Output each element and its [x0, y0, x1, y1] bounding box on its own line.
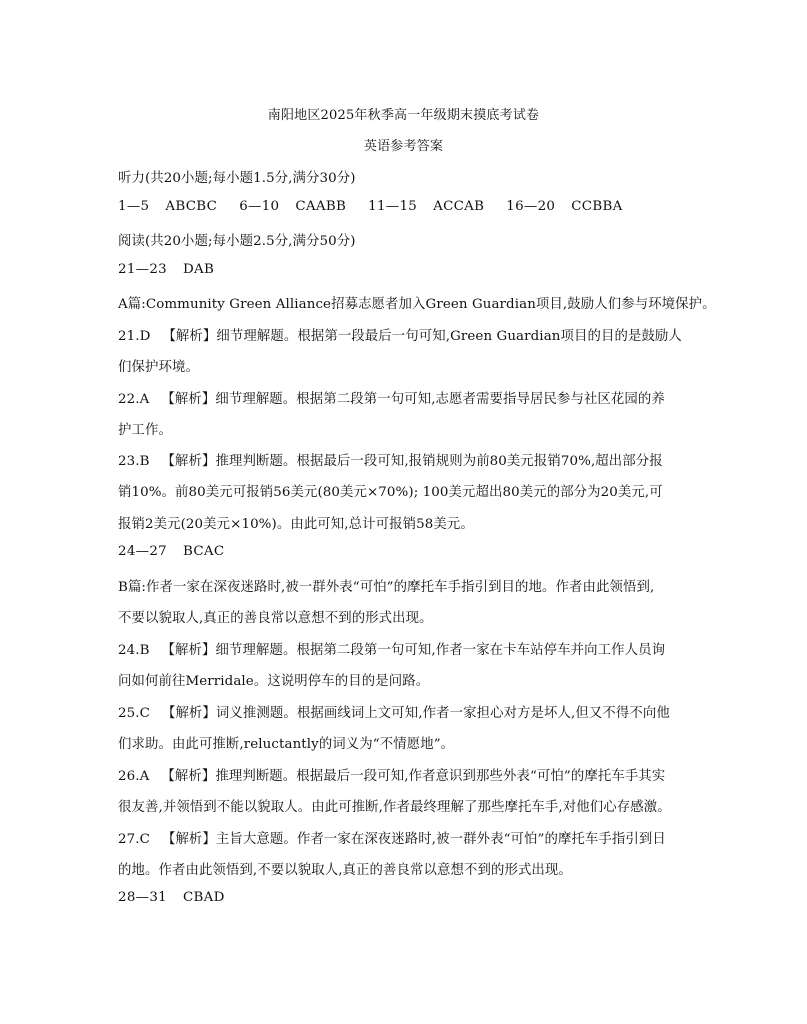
answer-range: 21—23: [118, 262, 167, 277]
answer-range: 28—31: [118, 890, 167, 905]
answer-key: DAB: [182, 262, 215, 277]
exam-title: 南阳地区2025年秋季高一年级期末摸底考试卷: [267, 108, 540, 123]
answer-range: 24—27: [118, 544, 167, 559]
explanation-text: 推理判断题。根据最后一段可知,作者意识到那些外表“可怕”的摩托车手其实: [215, 769, 666, 784]
question-label: 23.B: [118, 454, 150, 469]
analysis-tag: 【解析】: [162, 329, 217, 344]
question-label: 24.B: [118, 643, 150, 658]
q24-explanation-cont: 问如何前往Merridale。这说明停车的目的是问路。: [118, 674, 430, 689]
analysis-tag: 【解析】: [161, 706, 216, 721]
analysis-tag: 【解析】: [161, 454, 216, 469]
explanation-text: 细节理解题。根据第一段最后一句可知,Green Guardian项目的目的是鼓励人: [216, 329, 682, 344]
answer-key: ACCAB: [433, 199, 485, 214]
answer-key: CCBBA: [571, 199, 623, 214]
question-label: 26.A: [118, 769, 150, 784]
answer-key: ABCBC: [165, 199, 218, 214]
q21-explanation: [118, 325, 698, 344]
analysis-tag: 【解析】: [161, 769, 216, 784]
explanation-text: 细节理解题。根据第二段第一句可知,作者一家在卡车站停车并向工作人员询: [215, 643, 666, 658]
explanation-text: 细节理解题。根据第二段第一句可知,志愿者需要指导居民参与社区花园的养: [215, 392, 665, 407]
listening-answers: [118, 199, 698, 214]
q25-explanation-cont: 们求助。由此可推断,reluctantly的词义为“不情愿地”。: [118, 737, 455, 752]
q27-explanation: [118, 828, 698, 847]
question-label: 27.C: [118, 832, 150, 847]
explanation-text: 词义推测题。根据画线词上文可知,作者一家担心对方是坏人,但又不得不向他: [215, 706, 670, 721]
passage-b-summary-cont: 不要以貌取人,真正的善良常以意想不到的形式出现。: [118, 611, 433, 626]
analysis-tag: 【解析】: [161, 832, 216, 847]
reading-header: 阅读(共20小题;每小题2.5分,满分50分): [118, 234, 356, 249]
q22-explanation-cont: 护工作。: [118, 423, 172, 438]
reading-group-28-31: [118, 890, 698, 905]
q25-explanation: [118, 702, 698, 721]
answer-key-subtitle: 英语参考答案: [363, 139, 444, 154]
passage-b-summary: B篇:作者一家在深夜迷路时,被一群外表“可怕”的摩托车手指引到目的地。作者由此领悟到,: [118, 580, 655, 595]
analysis-tag: 【解析】: [161, 392, 216, 407]
question-label: 22.A: [118, 392, 150, 407]
question-label: 21.D: [118, 329, 151, 344]
answer-range: 11—15: [368, 199, 418, 214]
q24-explanation: [118, 639, 698, 658]
passage-a-summary: A篇:Community Green Alliance招募志愿者加入Green Guardian项目,鼓励人们参与环境保护。: [118, 297, 716, 312]
explanation-text: 主旨大意题。作者一家在深夜迷路时,被一群外表“可怕”的摩托车手指引到日: [215, 832, 666, 847]
analysis-tag: 【解析】: [161, 643, 216, 658]
q26-explanation-cont: 很友善,并领悟到不能以貌取人。由此可推断,作者最终理解了那些摩托车手,对他们心存感激。: [118, 800, 671, 815]
explanation-text: 推理判断题。根据最后一段可知,报销规则为前80美元报销70%,超出部分报: [215, 454, 663, 469]
q23-explanation-cont2: 报销2美元(20美元×10%)。由此可知,总计可报销58美元。: [118, 517, 474, 532]
q22-explanation: [118, 388, 698, 407]
answer-range: 1—5: [118, 199, 150, 214]
reading-group-21-23: [118, 262, 698, 277]
question-label: 25.C: [118, 706, 150, 721]
answer-key: CAABB: [295, 199, 347, 214]
q23-explanation: [118, 450, 698, 469]
answer-range: 16—20: [506, 199, 556, 214]
reading-group-24-27: [118, 544, 698, 559]
answer-key: BCAC: [182, 544, 225, 559]
q26-explanation: [118, 765, 698, 784]
answer-key: CBAD: [182, 890, 225, 905]
q27-explanation-cont: 的地。作者由此领悟到,不要以貌取人,真正的善良常以意想不到的形式出现。: [118, 863, 572, 878]
q21-explanation-cont: 们保护环境。: [118, 360, 199, 375]
q23-explanation-cont: 销10%。前80美元可报销56美元(80美元×70%); 100美元超出80美元的部分为20美元,可: [118, 485, 663, 500]
answer-range: 6—10: [239, 199, 280, 214]
listening-header: 听力(共20小题;每小题1.5分,满分30分): [118, 171, 356, 186]
